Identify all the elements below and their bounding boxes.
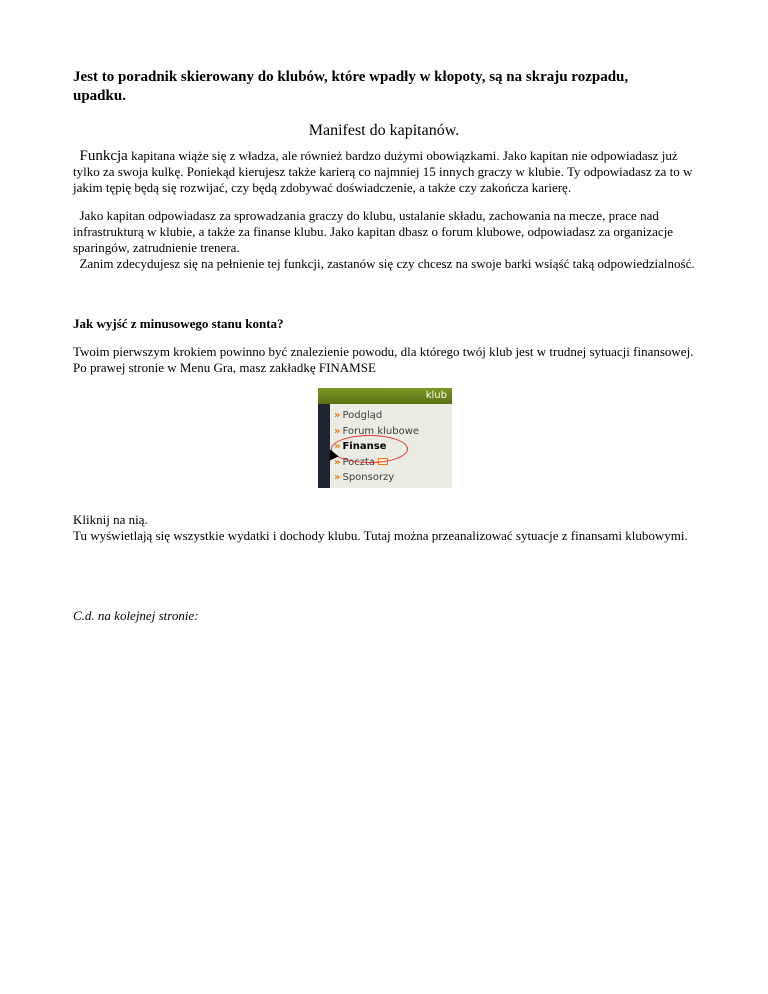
arrow-icon: » bbox=[334, 441, 341, 452]
paragraph-1-text: kapitana wiąże się z władza, ale również bardzo dużymi obowiązkami. Jako kapitan nie odpowiadasz już tylko za swoja kulkę. Poniekąd kierujesz także karierą co najmniej 15 innych graczy w klubie. Ty odpowiadasz za to w jakim tępię będą się rozwijać, czy będą zdobywać doświadczenie, a także czy zakończa karierę. bbox=[73, 148, 693, 195]
menu-item-label: Forum klubowe bbox=[342, 425, 420, 437]
paragraph-3 bbox=[73, 256, 698, 272]
arrow-icon: » bbox=[334, 410, 341, 421]
menu-item-label: Poczta bbox=[342, 456, 376, 468]
paragraph-5-line-1: Kliknij na nią. bbox=[73, 512, 148, 527]
manifest-title: Manifest do kapitanów. bbox=[308, 122, 460, 139]
paragraph-3-text: Zanim zdecydujesz się na pełnienie tej funkcji, zastanów się czy chcesz na swoje barki wsiąść taką odpowiedzialność. bbox=[79, 256, 695, 271]
menu-header: klub bbox=[318, 388, 452, 404]
menu-item-label: Podgląd bbox=[342, 410, 383, 421]
document-heading: Jest to poradnik skierowany do klubów, które wpadły w kłopoty, są na skraju rozpadu, upadku. bbox=[73, 69, 629, 104]
paragraph-4: Twoim pierwszym krokiem powinno być znalezienie powodu, dla którego twój klub jest w trudnej sytuacji finansowej. Po prawej stronie w Menu Gra, masz zakładkę FINAMSE bbox=[73, 344, 694, 375]
menu-item-podglad[interactable] bbox=[334, 408, 419, 424]
paragraph-2 bbox=[73, 208, 698, 256]
arrow-icon: » bbox=[334, 456, 341, 468]
menu-item-label: Sponsorzy bbox=[342, 472, 395, 483]
highlight-circle bbox=[331, 435, 408, 463]
menu-item-label: Finanse bbox=[342, 441, 387, 452]
arrow-icon: » bbox=[334, 472, 341, 483]
arrow-icon: » bbox=[334, 425, 341, 437]
paragraph-5 bbox=[73, 512, 698, 544]
paragraph-5-line-2: Tu wyświetlają się wszystkie wydatki i dochody klubu. Tutaj można przeanalizować sytuacje z finansami klubowymi. bbox=[73, 528, 688, 543]
section-subheading: Jak wyjść z minusowego stanu konta? bbox=[73, 316, 284, 331]
menu-item-sponsorzy[interactable] bbox=[334, 470, 419, 486]
paragraph-1 bbox=[73, 148, 698, 196]
paragraph-2-text: Jako kapitan odpowiadasz za sprowadzania graczy do klubu, ustalanie składu, zachowania na mecze, prace nad infrastrukturą w klubie, a także za finanse klubu. Jako kapitan dbasz o forum klubowe, odpowiadasz za organizacje sparingów, zatrudnienie trenera. bbox=[73, 208, 674, 255]
paragraph-1-lead: Funkcja bbox=[79, 148, 128, 164]
menu-sidebar bbox=[318, 404, 330, 488]
continuation-note: C.d. na kolejnej stronie: bbox=[73, 608, 199, 623]
